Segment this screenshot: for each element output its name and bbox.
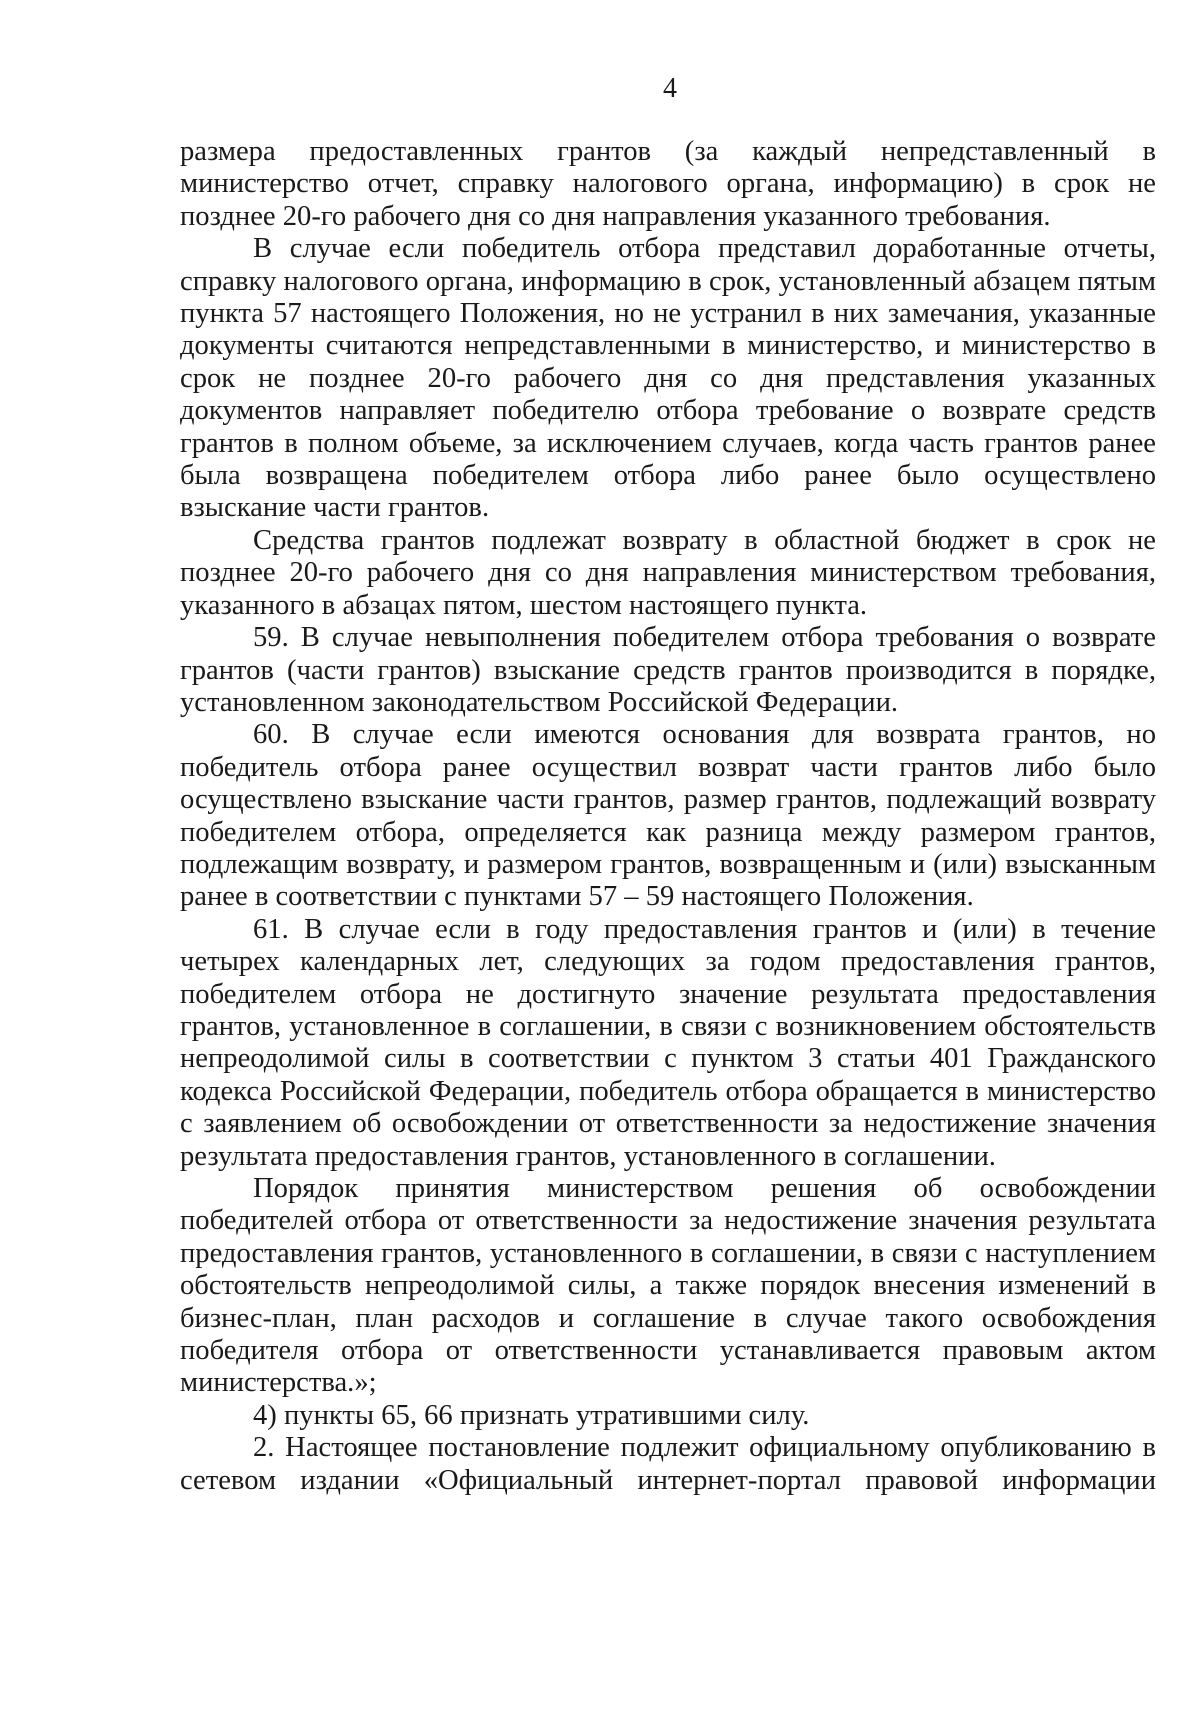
paragraph-item-4-repeal: 4) пункты 65, 66 признать утратившими силу. bbox=[253, 1399, 810, 1431]
paragraph-return-deadline: Средства грантов подлежат возврату в областной бюджет в срок не позднее 20-го рабочего дня со дня направления министерством требования, указанного в абзацах пятом, шестом настоящего пункта. bbox=[180, 524, 1156, 621]
page-number: 4 bbox=[663, 73, 677, 104]
paragraph-return-requirement: В случае если победитель отбора представил доработанные отчеты, справку налогового органа, информацию в срок, установленный абзацем пятым пункта 57 настоящего Положения, но не устранил в них замечания, указанные документы считаются непредставленными в министерство, и министерство в срок не позднее 20-го рабочего дня со дня представления указанных документов направляет победителю отбора требование о возврате средств грантов в полном объеме, за исключением случаев, когда часть грантов ранее была возвращена победителем отбора либо ранее было осуществлено взыскание части грантов. bbox=[180, 233, 1156, 524]
paragraph-item-59: 59. В случае невыполнения победителем отбора требования о возврате грантов (части грантов) взыскание средств грантов производится в порядке, установленном законодательством Российской Федерации. bbox=[180, 622, 1156, 718]
paragraph-exemption-procedure: Порядок принятия министерством решения об освобождении победителей отбора от ответственности за недостижение значения результата предоставления грантов, установленного в соглашении, в связи с наступлением обстоятельств непреодолимой силы, а также порядок внесения изменений в бизнес-план, план расходов и соглашение в случае такого освобождения победителя отбора от ответственности устанавливается правовым актом министерства.»; bbox=[180, 1173, 1156, 1399]
document-body bbox=[180, 136, 1156, 1497]
paragraph-item-60: 60. В случае если имеются основания для возврата грантов, но победитель отбора ранее осуществил возврат части грантов либо было осуществлено взыскание части грантов, размер грантов, подлежащий возврату победителем отбора, определяется как разница между размером грантов, подлежащим возврату, и размером грантов, возвращенным и (или) взысканным ранее в соответствии с пунктами 57 – 59 настоящего Положения. bbox=[180, 719, 1156, 913]
paragraph-item-61: 61. В случае если в году предоставления грантов и (или) в течение четырех календарных лет, следующих за годом предоставления грантов, победителем отбора не достигнуто значение результата предоставления грантов, установленное в соглашении, в связи с возникновением обстоятельств непреодолимой силы в соответствии с пунктом 3 статьи 401 Гражданского кодекса Российской Федерации, победитель отбора обращается в министерство с заявлением об освобождении от ответственности за недостижение значения результата предоставления грантов, установленного в соглашении. bbox=[180, 913, 1156, 1172]
paragraph-publication: 2. Настоящее постановление подлежит официальному опубликованию в сетевом издании «Официальный интернет-портал правовой информации bbox=[180, 1432, 1156, 1496]
paragraph-continuation: размера предоставленных грантов (за каждый непредставленный в министерство отчет, справку налогового органа, информацию) в срок не позднее 20-го рабочего дня со дня направления указанного требования. bbox=[180, 136, 1156, 232]
